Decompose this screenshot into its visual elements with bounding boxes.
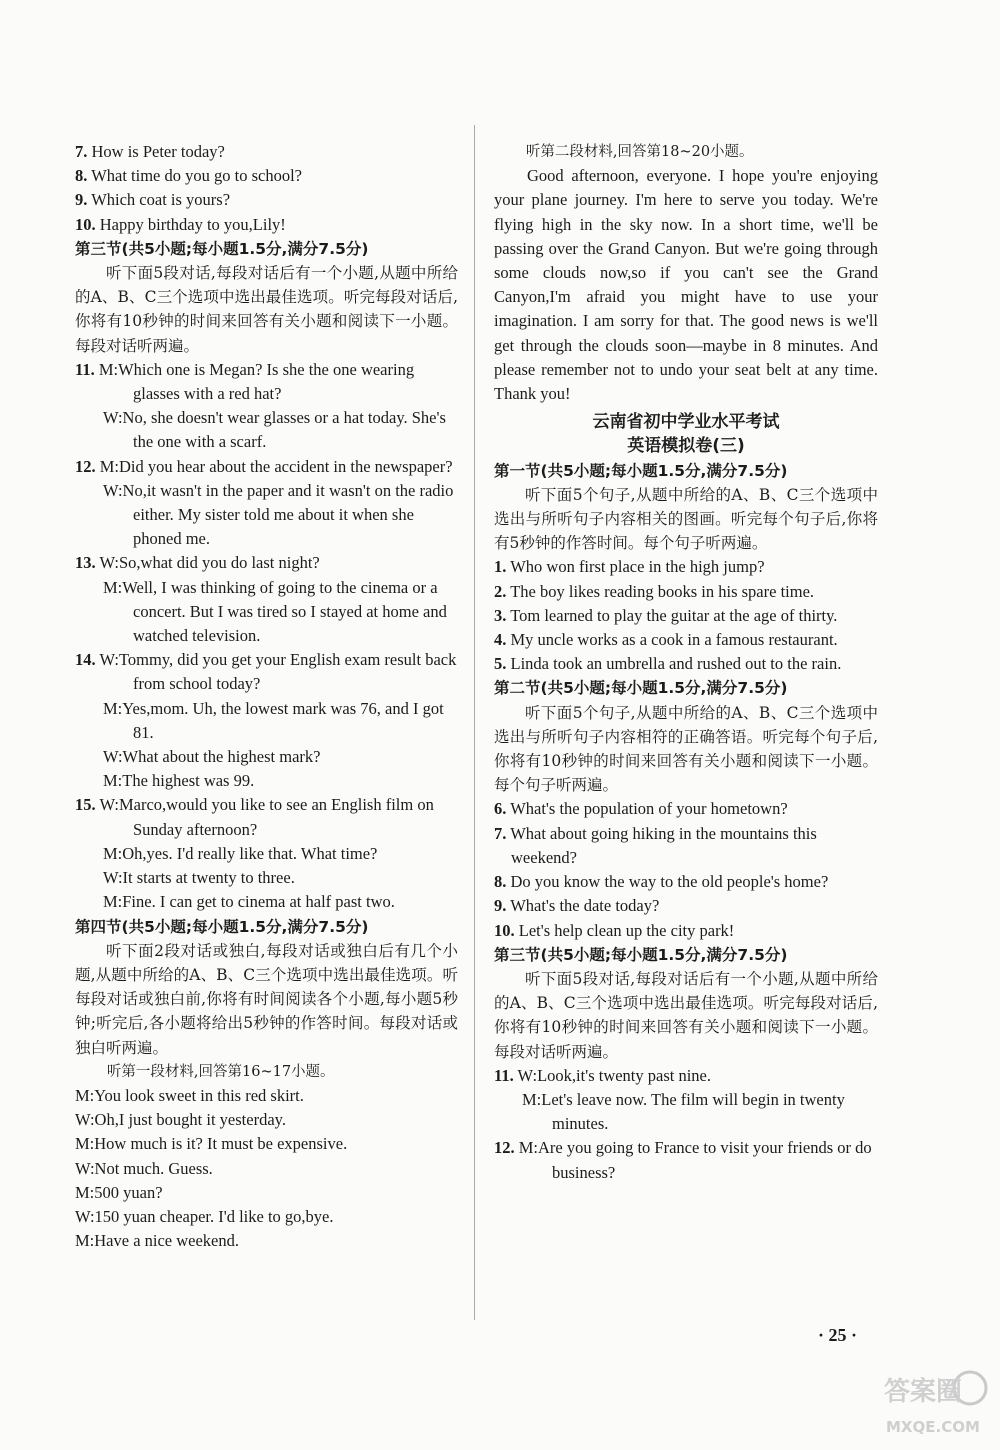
dialog-1-line: M:How much is it? It must be expensive. [75, 1134, 348, 1154]
section-1-header: 第一节(共5小题;每小题1.5分,满分7.5分) [494, 461, 788, 480]
question-8: 8. Do you know the way to the old people's home? [494, 872, 829, 892]
dialog-1-line: W:Oh,I just bought it yesterday. [75, 1110, 286, 1130]
section-2-instructions: 听下面5个句子,从题中所给的A、B、C三个选项中选出与所听句子内容相符的正确答语。听完每个句子后,你将有10秒钟的时间来回答有关小题和阅读下一小题。每个句子听两遍。 [494, 703, 878, 795]
question-15-line-4: M:Fine. I can get to cinema at half past two. [103, 892, 395, 912]
dialog-1-line: M:500 yuan? [75, 1182, 163, 1202]
question-7: 7. How is Peter today? [75, 142, 225, 161]
column-divider [474, 125, 475, 1320]
question-10: 10. Let's help clean up the city park! [494, 920, 735, 940]
section-4-header: 第四节(共5小题;每小题1.5分,满分7.5分) [75, 917, 369, 936]
dialog-1-line: M:Have a nice weekend. [75, 1231, 240, 1251]
material-1-heading: 听第一段材料,回答第16~17小题。 [106, 1063, 335, 1080]
watermark-logo [880, 1360, 990, 1440]
question-5: 5. Linda took an umbrella and rushed out to the rain. [494, 654, 842, 674]
question-11-line-2: M:Let's leave now. The film will begin in twenty minutes. [522, 1089, 845, 1134]
question-9: 9. What's the date today? [494, 896, 660, 916]
exam-title: 云南省初中学业水平考试 [592, 412, 780, 433]
question-14-line-4: M:The highest was 99. [103, 771, 255, 791]
material-2-heading: 听第二段材料,回答第18~20小题。 [525, 144, 754, 160]
question-14-line-1: 14. W:Tommy, did you get your English exam result back from school today? [75, 650, 457, 694]
question-11-line-2: W:No, she doesn't wear glasses or a hat today. She's the one with a scarf. [103, 408, 446, 452]
question-4: 4. My uncle works as a cook in a famous restaurant. [494, 630, 838, 650]
watermark-url: MXQE.COM [886, 1418, 980, 1436]
question-15-line-3: W:It starts at twenty to three. [103, 868, 295, 888]
section-2-header: 第二节(共5小题;每小题1.5分,满分7.5分) [494, 679, 788, 698]
question-12-line-1: 12. M:Did you hear about the accident in the newspaper? [75, 456, 453, 476]
question-11-line-1: 11. M:Which one is Megan? Is she the one wearing glasses with a red hat? [75, 359, 415, 404]
question-13-line-2: M:Well, I was thinking of going to the cinema or a concert. But I was tired so I stayed at home and watched television. [103, 577, 447, 646]
question-2: 2. The boy likes reading books in his spare time. [494, 581, 815, 601]
dialog-1-line: W:Not much. Guess. [75, 1158, 213, 1178]
monologue-text: Good afternoon, everyone. I hope you're enjoying your plane journey. I'm here to serve you today. We're flying high in the sky now. In a short time, we'll be passing over the Grand Canyon. But we're going through some clouds now,so if you can't see the Grand Canyon,I'm afraid you might have to use your imagination. I am sorry for that. The good news is we'll get through the clouds soon—maybe in 8 minutes. And please remember not to undo your seat belt at any time. Thank you! [494, 166, 878, 404]
question-14-line-2: M:Yes,mom. Uh, the lowest mark was 76, and I got 81. [103, 698, 444, 742]
question-8: 8. What time do you go to school? [75, 166, 302, 186]
question-15-line-2: M:Oh,yes. I'd really like that. What time? [103, 843, 378, 863]
question-15-line-1: 15. W:Marco,would you like to see an English film on Sunday afternoon? [75, 795, 434, 839]
question-1: 1. Who won first place in the high jump? [494, 557, 765, 577]
question-12-line-2: W:No,it wasn't in the paper and it wasn't on the radio either. My sister told me about it when she phoned me. [103, 480, 454, 549]
section-3-header: 第三节(共5小题;每小题1.5分,满分7.5分) [75, 239, 369, 258]
question-12-line-1: 12. M:Are you going to France to visit your friends or do business? [494, 1138, 872, 1182]
question-3: 3. Tom learned to play the guitar at the age of thirty. [494, 605, 838, 625]
section-3-instructions: 听下面5段对话,每段对话后有一个小题,从题中所给的A、B、C三个选项中选出最佳选项。听完每段对话后,你将有10秒钟的时间来回答有关小题和阅读下一小题。每段对话听两遍。 [494, 969, 878, 1061]
left-column [75, 140, 458, 1253]
section-3-header: 第三节(共5小题;每小题1.5分,满分7.5分) [494, 945, 788, 964]
watermark-text: 答案圈 [884, 1377, 963, 1407]
question-14-line-3: W:What about the highest mark? [103, 747, 321, 767]
question-10: 10. Happy birthday to you,Lily! [75, 214, 286, 234]
question-9: 9. Which coat is yours? [75, 190, 231, 210]
section-1-instructions: 听下面5个句子,从题中所给的A、B、C三个选项中选出与所听句子内容相关的图画。听完每个句子后,你将有5秒钟的作答时间。每个句子听两遍。 [494, 485, 878, 553]
dialog-1-line: W:150 yuan cheaper. I'd like to go,bye. [75, 1206, 334, 1226]
exam-subtitle: 英语模拟卷(三) [627, 436, 745, 457]
page-number: · 25 · [818, 1325, 858, 1345]
question-7: 7. What about going hiking in the mountains this weekend? [494, 823, 817, 867]
right-column [494, 140, 878, 1185]
question-11-line-1: 11. W:Look,it's twenty past nine. [494, 1065, 712, 1085]
section-4-instructions: 听下面2段对话或独白,每段对话或独白后有几个小题,从题中所给的A、B、C三个选项中选出最佳选项。听每段对话或独白前,你将有时间阅读各个小题,每小题5秒钟;听完后,各小题将给出5秒钟的作答时间。每段对话或独白听两遍。 [75, 941, 458, 1057]
question-6: 6. What's the population of your hometown? [494, 799, 788, 819]
dialog-1-line: M:You look sweet in this red skirt. [75, 1085, 304, 1105]
question-13-line-1: 13. W:So,what did you do last night? [75, 553, 320, 573]
section-3-instructions: 听下面5段对话,每段对话后有一个小题,从题中所给的A、B、C三个选项中选出最佳选项。听完每段对话后,你将有10秒钟的时间来回答有关小题和阅读下一小题。每段对话听两遍。 [75, 264, 458, 355]
